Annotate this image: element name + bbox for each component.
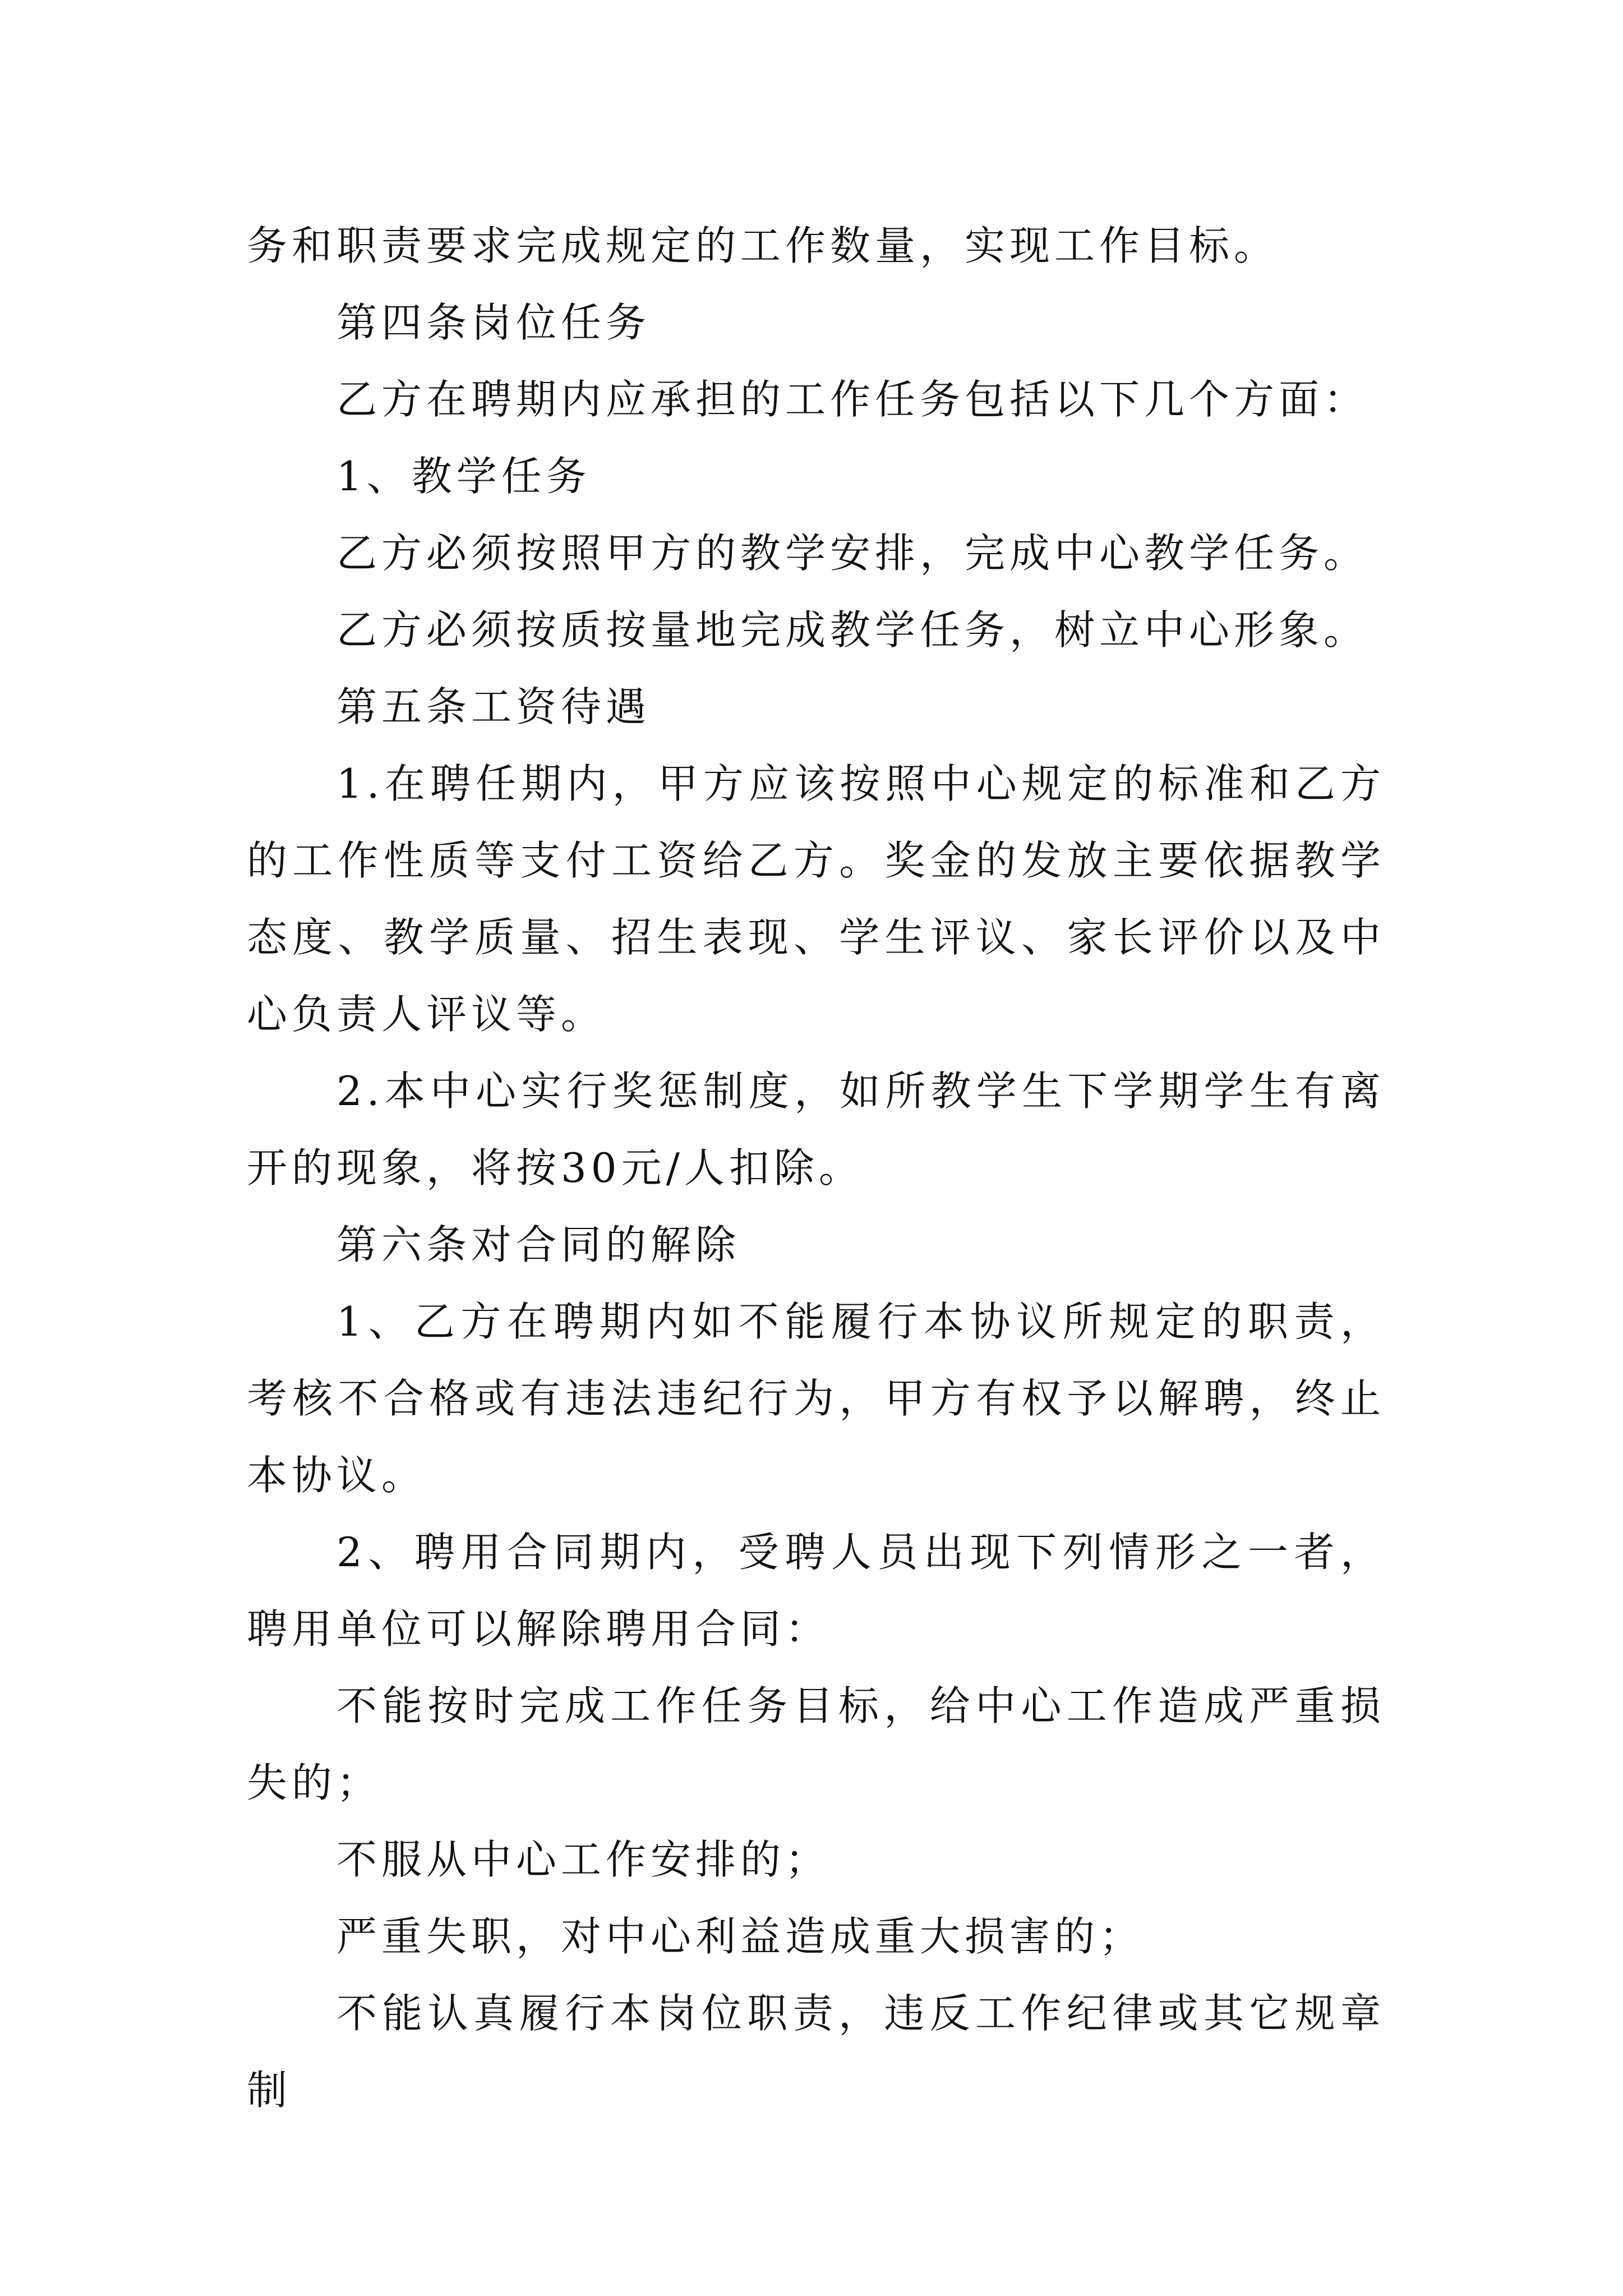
article-5-heading: 第五条工资待遇 [336,683,651,730]
list-item: 严重失职，对中心利益造成重大损害的； [336,1913,1145,1960]
paragraph: 乙方必须按照甲方的教学安排，完成中心教学任务。 [336,530,1369,577]
paragraph: 2、聘用合同期内，受聘人员出现下列情形之一者，聘用单位可以解除聘用合同： [247,1529,1385,1653]
document-body [247,208,1385,2129]
paragraph: 1、乙方在聘期内如不能履行本协议所规定的职责，考核不合格或有违法违纪行为，甲方有权予以解聘，终止本协议。 [247,1298,1385,1499]
article-4-heading: 第四条岗位任务 [336,299,651,346]
list-item: 不服从中心工作安排的； [336,1836,831,1883]
paragraph-continuation: 务和职责要求完成规定的工作数量，实现工作目标。 [247,222,1279,269]
paragraph: 2.本中心实行奖惩制度，如所教学生下学期学生有离开的现象，将按30元/人扣除。 [247,1068,1385,1191]
paragraph: 1.在聘任期内，甲方应该按照中心规定的标准和乙方的工作性质等支付工资给乙方。奖金的发放主要依据教学态度、教学质量、招生表现、学生评议、家长评价以及中心负责人评议等。 [247,760,1385,1038]
article-6-heading: 第六条对合同的解除 [336,1221,741,1268]
paragraph: 乙方在聘期内应承担的工作任务包括以下几个方面： [336,376,1369,423]
list-item: 不能按时完成工作任务目标，给中心工作造成严重损失的； [247,1682,1385,1806]
list-item: 1、教学任务 [336,453,591,500]
list-item: 不能认真履行本岗位职责，违反工作纪律或其它规章制 [247,1990,1385,2114]
paragraph: 乙方必须按质按量地完成教学任务，树立中心形象。 [336,606,1369,654]
